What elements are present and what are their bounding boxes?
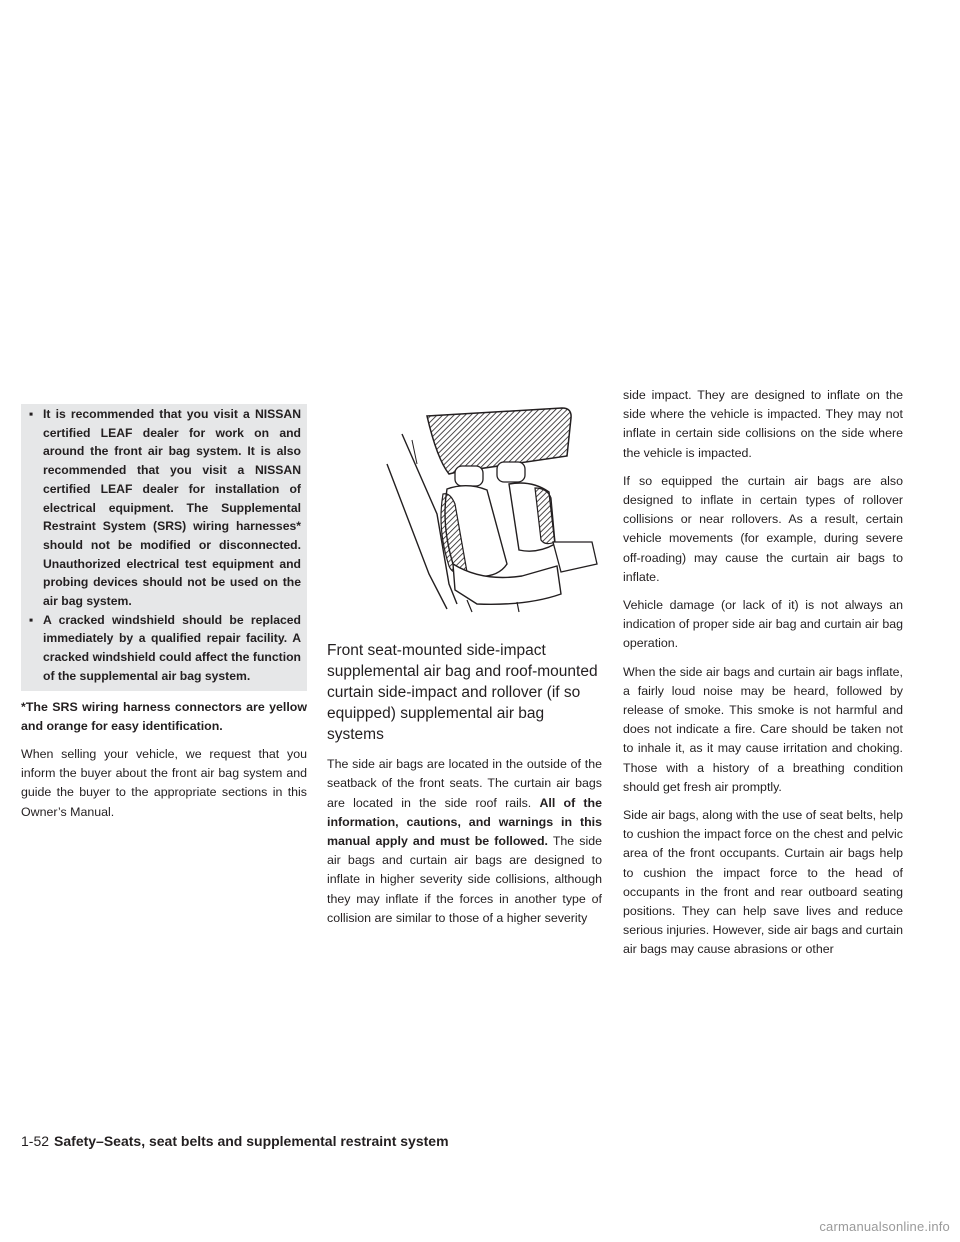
warning-item-text: A cracked windshield should be replaced immediately by a qualified repair facility. A cracked windshield could affect the function of the supplemental air bag system. xyxy=(43,612,301,683)
section-title: Safety–Seats, seat belts and supplemental restraint system xyxy=(54,1133,449,1149)
body-paragraph: side impact. They are designed to inflate on the side where the vehicle is impacted. They may not inflate in certain side collisions on the side where the vehicle is impacted. xyxy=(623,388,903,460)
selling-vehicle-paragraph: When selling your vehicle, we request that you inform the buyer about the front air bag system and guide the buyer to the appropriate sections in this Owner’s Manual. xyxy=(21,746,307,819)
paragraph-text-bold: All of the information, cautions, and warnings in this manual apply and must be followed. xyxy=(327,795,602,849)
page-number: 1-52 xyxy=(21,1133,50,1149)
body-paragraph: Side air bags, along with the use of seat belts, help to cushion the impact force on the chest and pelvic area of the front occupants. Curtain air bags help to cushion the impact force to the head of occupants in the front and rear outboard seating positions. They can help save lives and reduce serious injuries. However, side air bags and curtain air bags may cause abrasions or other xyxy=(623,808,903,957)
body-paragraph: When the side air bags and curtain air bags inflate, a fairly loud noise may be heard, followed by release of smoke. This smoke is not harmful and does not indicate a fire. Care should be taken not to inhale it, as it may cause irritation and choking. Those with a history of a breathing condition should get fresh air promptly. xyxy=(623,664,903,794)
paragraph-text-end: The side air bags and curtain air bags are designed to inflate in higher severity side collisions, although they may inflate if the forces in another type of collision are similar to those of a higher severity xyxy=(327,834,603,925)
left-column xyxy=(21,404,307,831)
warning-item xyxy=(29,611,301,686)
side-air-bag-illustration xyxy=(357,404,607,614)
side-air-bag-paragraph xyxy=(327,755,602,928)
body-paragraph: If so equipped the curtain air bags are also designed to inflate in certain types of rollover collisions or near rollovers. As a result, certain vehicle movements (for example, during severe off-roading) may cause the curtain air bags to inflate. xyxy=(623,473,903,584)
warning-item-text: It is recommended that you visit a NISSAN certified LEAF dealer for work on and around the front air bag system. It is also recommended that you visit a NISSAN certified LEAF dealer for installation of electrical equipment. The Supplemental Restraint System (SRS) wiring harnesses* should not be modified or disconnected. Unauthorized electrical test equipment and probing devices should not be used on the air bag system. xyxy=(43,407,301,609)
warning-box xyxy=(21,404,307,691)
paragraph-text-start: The side air bags are located in the outside of the seatback of the front seats. The curtain air bags are located in the side roof rails. xyxy=(327,757,602,810)
section-heading: Front seat-mounted side-impact supplemental air bag and roof-mounted curtain side-impact and rollover (if so equipped) supplemental air bag systems xyxy=(327,642,598,744)
bullet-icon: ▪ xyxy=(29,407,34,421)
middle-column xyxy=(327,404,602,937)
srs-harness-note: *The SRS wiring harness connectors are yellow and orange for easy identification. xyxy=(21,699,307,733)
page-footer xyxy=(21,1131,449,1151)
warning-item xyxy=(29,405,301,611)
body-paragraph: Vehicle damage (or lack of it) is not always an indication of proper side air bag and curtain air bag operation. xyxy=(623,598,903,651)
bullet-icon: ▪ xyxy=(29,612,34,627)
right-column xyxy=(623,386,903,969)
watermark: carmanualsonline.info xyxy=(819,1219,950,1234)
